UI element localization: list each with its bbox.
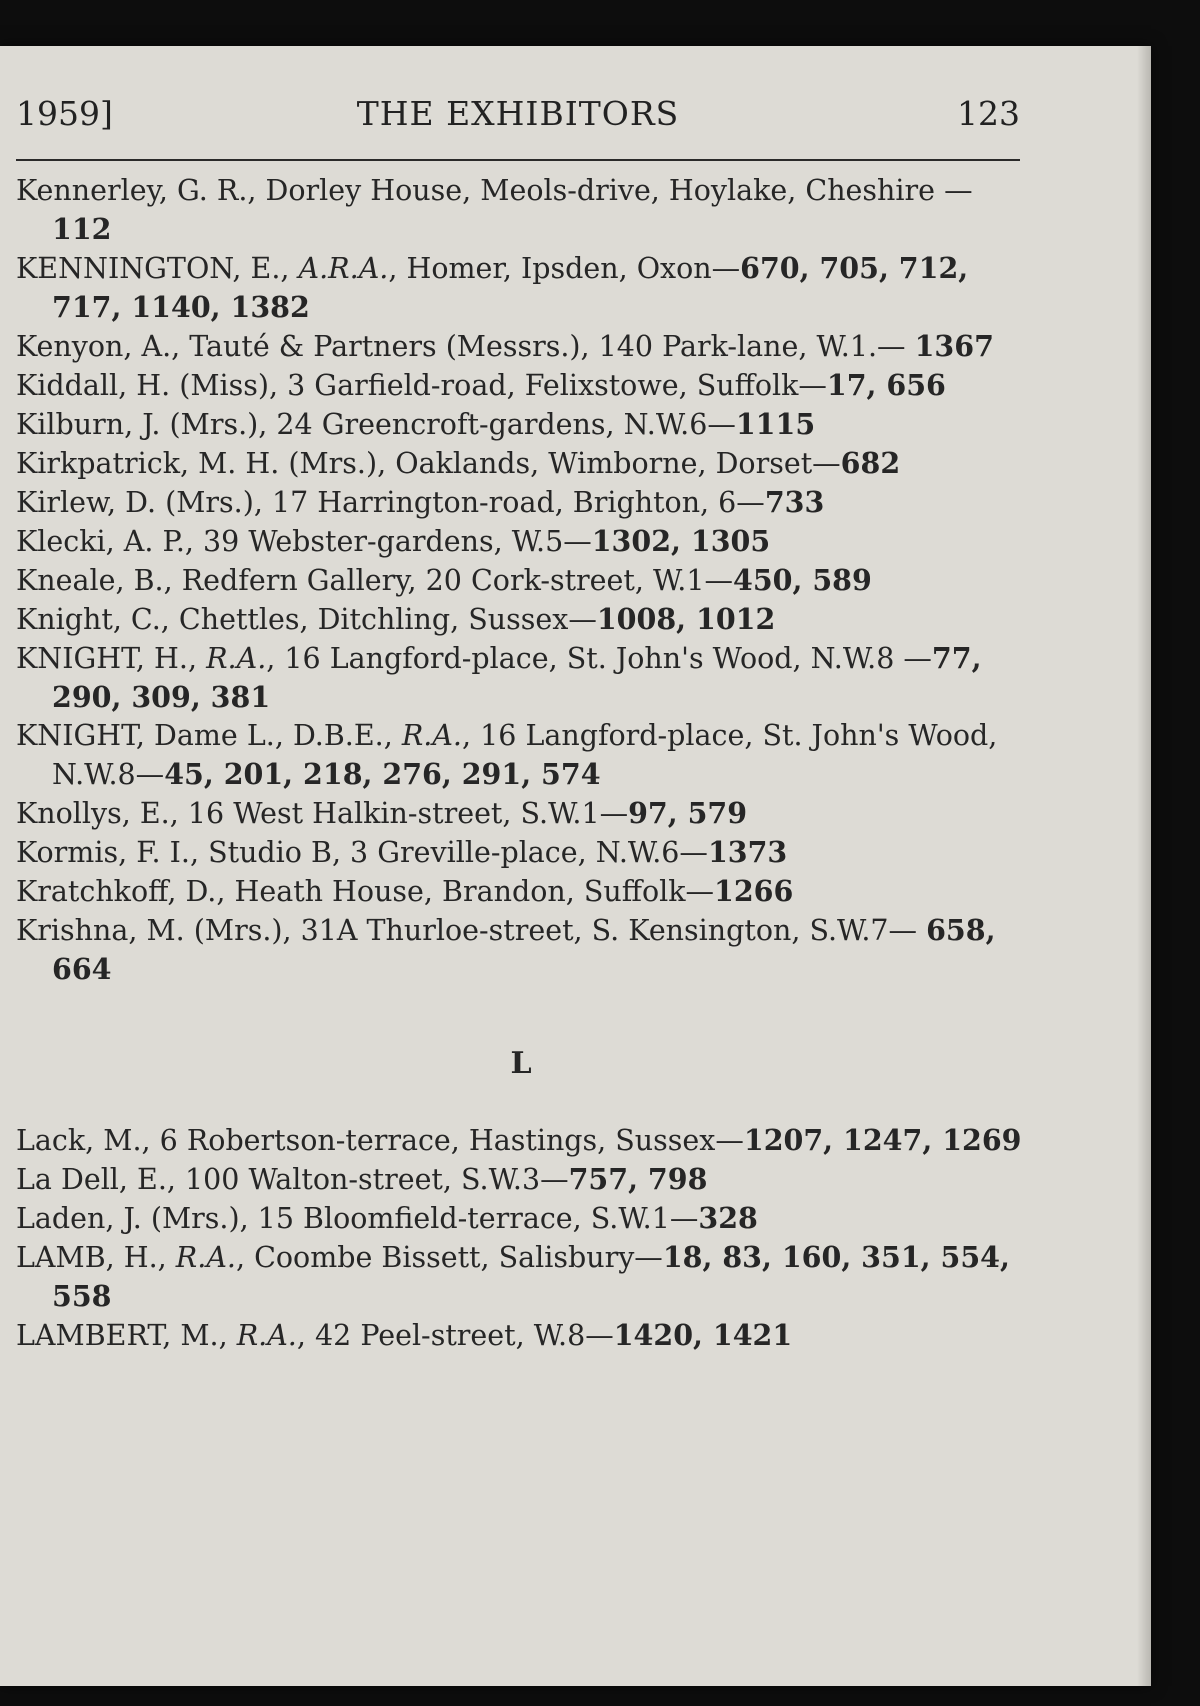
- exhibit-numbers: 682: [840, 446, 901, 480]
- exhibitor-address: , 24 Greencroft-gardens, N.W.6—: [258, 408, 736, 441]
- exhibitor-name: Kiddall, H. (Miss): [16, 369, 269, 402]
- page-number: 123: [957, 94, 1020, 133]
- exhibitor-name: LAMB, H.,: [16, 1241, 176, 1274]
- exhibitor-name: KENNINGTON, E.,: [16, 252, 299, 285]
- exhibit-numbers: 1420, 1421: [613, 1318, 793, 1352]
- exhibitor-address: , 16 Langford-place, St. John's Wood, N.W.8 —: [266, 642, 932, 675]
- section-letter-heading: L: [510, 1046, 532, 1081]
- exhibit-numbers: 1266: [714, 874, 794, 908]
- exhibitor-name: Kormis, F. I.: [16, 836, 190, 869]
- exhibitor-entry: [16, 483, 1026, 522]
- exhibit-numbers: 670, 705, 712, 717, 1140, 1382: [52, 251, 969, 324]
- exhibitor-name: Knollys, E.: [16, 797, 170, 830]
- exhibit-numbers: 1302, 1305: [591, 524, 771, 558]
- page-edge: [1137, 46, 1151, 1686]
- exhibit-numbers: 97, 579: [628, 796, 748, 830]
- exhibit-numbers: 1207, 1247, 1269: [743, 1123, 1022, 1157]
- exhibitor-name: Kirkpatrick, M. H. (Mrs.): [16, 447, 378, 480]
- exhibitor-address: , 3 Garfield-road, Felixstowe, Suffolk—: [269, 369, 827, 402]
- exhibitor-name: KNIGHT, H.,: [16, 642, 207, 675]
- exhibitor-entry: [16, 872, 1026, 911]
- exhibitor-list: [16, 172, 1026, 1355]
- exhibitor-address: , Redfern Gallery, 20 Cork-street, W.1—: [163, 564, 733, 597]
- exhibit-numbers: 77, 290, 309, 381: [52, 641, 982, 714]
- exhibitor-group-k: [16, 172, 1026, 989]
- exhibitor-address: , Heath House, Brandon, Suffolk—: [216, 875, 714, 908]
- exhibitor-address: , Studio B, 3 Greville-place, N.W.6—: [189, 836, 708, 869]
- exhibitor-entry: [16, 911, 1026, 989]
- exhibitor-name: LAMBERT, M.,: [16, 1319, 237, 1352]
- exhibitor-entry: [16, 561, 1026, 600]
- exhibitor-qualification: R.A.: [401, 719, 462, 752]
- exhibit-numbers: 733: [764, 485, 825, 519]
- exhibitor-name: Kilburn, J. (Mrs.): [16, 408, 259, 441]
- exhibitor-address: , 31A Thurloe-street, S. Kensington, S.W.7—: [282, 914, 927, 947]
- exhibitor-name: KNIGHT, Dame L., D.B.E.,: [16, 719, 402, 752]
- exhibit-numbers: 1008, 1012: [596, 602, 776, 636]
- exhibitor-entry: [16, 639, 1026, 717]
- exhibitor-entry: [16, 1199, 1026, 1238]
- exhibitor-address: , 16 Langford-place, St. John's Wood, N.W.8—: [52, 719, 998, 791]
- exhibitor-name: Kratchkoff, D.: [16, 875, 217, 908]
- exhibitor-entry: [16, 522, 1026, 561]
- exhibitor-entry: [16, 717, 1026, 794]
- exhibitor-entry: [16, 1121, 1026, 1160]
- exhibitor-entry: [16, 327, 1026, 366]
- exhibitor-address: , Chettles, Ditchling, Sussex—: [160, 603, 597, 636]
- exhibitor-entry: [16, 405, 1026, 444]
- exhibitor-address: , 16 West Halkin-street, S.W.1—: [169, 797, 629, 830]
- exhibitor-address: , 17 Harrington-road, Brighton, 6—: [253, 486, 765, 519]
- exhibitor-entry: [16, 833, 1026, 872]
- exhibitor-address: , 42 Peel-street, W.8—: [296, 1319, 614, 1352]
- exhibitor-qualification: R.A.: [206, 642, 267, 675]
- exhibitor-name: Lack, M.: [16, 1124, 142, 1157]
- exhibit-numbers: 1367: [914, 329, 994, 363]
- exhibit-numbers: 18, 83, 160, 351, 554, 558: [52, 1240, 1010, 1313]
- exhibit-numbers: 1115: [735, 407, 816, 441]
- running-head-year: 1959]: [16, 94, 113, 133]
- exhibit-numbers: 112: [52, 212, 112, 246]
- exhibitor-entry: [16, 249, 1026, 327]
- exhibitor-qualification: A.R.A.: [298, 252, 389, 285]
- exhibit-numbers: 450, 589: [732, 563, 872, 597]
- running-head-title: THE EXHIBITORS: [356, 94, 680, 133]
- exhibitor-address: , 100 Walton-street, S.W.3—: [166, 1163, 569, 1196]
- exhibit-numbers: 658, 664: [52, 913, 996, 986]
- header-rule: [16, 159, 1020, 161]
- exhibitor-qualification: R.A.: [175, 1241, 236, 1274]
- exhibitor-entry: [16, 444, 1026, 483]
- exhibitor-name: Knight, C.: [16, 603, 161, 636]
- exhibitor-group-l: [16, 1121, 1026, 1355]
- exhibitor-entry: [16, 172, 1026, 249]
- exhibitor-name: La Dell, E.: [16, 1163, 167, 1196]
- exhibit-numbers: 757, 798: [568, 1162, 708, 1196]
- exhibitor-address: , Coombe Bissett, Salisbury—: [235, 1241, 663, 1274]
- exhibitor-entry: [16, 366, 1026, 405]
- exhibitor-entry: [16, 794, 1026, 833]
- exhibitor-address: , 6 Robertson-terrace, Hastings, Sussex—: [141, 1124, 744, 1157]
- running-head: [16, 94, 1020, 142]
- exhibitor-address: , Tauté & Partners (Messrs.), 140 Park-lane, W.1.—: [171, 330, 915, 363]
- exhibitor-name: Klecki, A. P.: [16, 525, 185, 558]
- exhibitor-address: , Oaklands, Wimborne, Dorset—: [377, 447, 841, 480]
- exhibitor-entry: [16, 1160, 1026, 1199]
- exhibit-numbers: 328: [698, 1201, 758, 1235]
- exhibitor-name: Krishna, M. (Mrs.): [16, 914, 283, 947]
- exhibitor-entry: [16, 600, 1026, 639]
- exhibitor-name: Laden, J. (Mrs.): [16, 1202, 240, 1235]
- exhibit-numbers: 45, 201, 218, 276, 291, 574: [164, 757, 601, 791]
- exhibitor-name: Kenyon, A.: [16, 330, 172, 363]
- exhibitor-address: , 15 Bloomfield-terrace, S.W.1—: [239, 1202, 699, 1235]
- exhibitor-address: , 39 Webster-gardens, W.5—: [184, 525, 592, 558]
- exhibitor-entry: [16, 1316, 1026, 1355]
- exhibitor-name: Kneale, B.: [16, 564, 164, 597]
- exhibitor-entry: [16, 1238, 1026, 1316]
- exhibitor-qualification: R.A.: [236, 1319, 297, 1352]
- exhibit-numbers: 1373: [707, 835, 788, 869]
- exhibit-numbers: 17, 656: [826, 368, 946, 402]
- exhibitor-name: Kennerley, G. R.: [16, 174, 248, 207]
- exhibitor-name: Kirlew, D. (Mrs.): [16, 486, 254, 519]
- exhibitor-address: , Dorley House, Meols-drive, Hoylake, Cheshire —: [247, 174, 973, 207]
- exhibitor-address: , Homer, Ipsden, Oxon—: [388, 252, 741, 285]
